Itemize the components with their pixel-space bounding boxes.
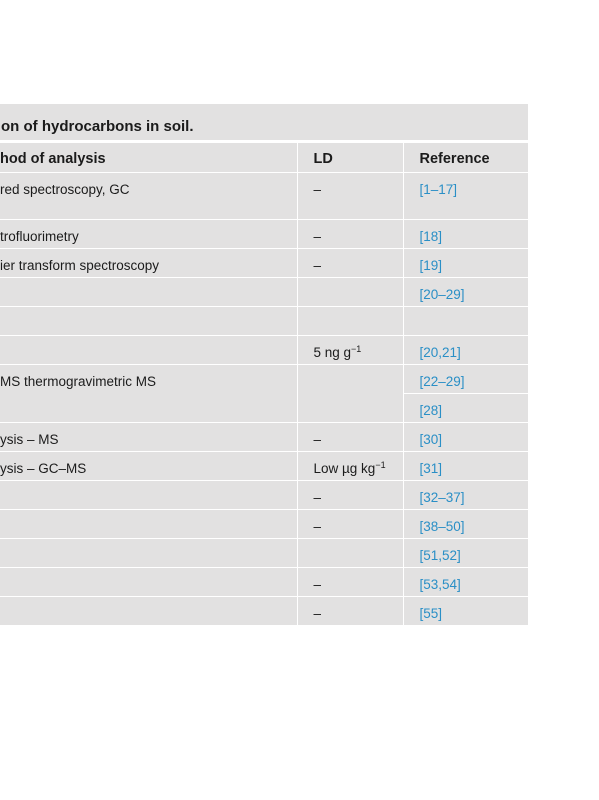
cell-reference-link[interactable]: [18] xyxy=(403,219,528,248)
cell-method xyxy=(0,306,297,335)
table-row xyxy=(0,364,528,422)
cell-reference-link[interactable]: [51,52] xyxy=(403,538,528,567)
table-row xyxy=(0,596,528,625)
data-table xyxy=(0,143,528,625)
cell-method xyxy=(0,596,297,625)
ld-value: 5 ng g xyxy=(313,344,352,360)
table-row xyxy=(0,277,528,306)
table-row xyxy=(0,451,528,480)
table-container xyxy=(0,104,528,625)
header-method: hod of analysis xyxy=(0,143,297,172)
cell-ld: – xyxy=(297,422,403,451)
cell-reference-link[interactable]: [22–29] xyxy=(404,365,529,394)
header-ld: LD xyxy=(297,143,403,172)
cell-ld: – xyxy=(297,219,403,248)
cell-ld: – xyxy=(297,248,403,277)
cell-method xyxy=(0,277,297,306)
ld-exponent: −1 xyxy=(375,459,386,470)
cell-ld: – xyxy=(297,509,403,538)
cell-reference-split xyxy=(403,364,528,422)
cell-ld xyxy=(297,335,403,364)
cell-method: MS thermogravimetric MS xyxy=(0,364,297,422)
ld-exponent: −1 xyxy=(351,343,362,354)
cell-ld xyxy=(297,451,403,480)
cell-ld xyxy=(297,306,403,335)
cell-method xyxy=(0,335,297,364)
table-row xyxy=(0,538,528,567)
cell-method: ysis – GC–MS xyxy=(0,451,297,480)
cell-reference-link[interactable]: [19] xyxy=(403,248,528,277)
table-row xyxy=(0,422,528,451)
cell-method: trofluorimetry xyxy=(0,219,297,248)
cell-reference-link[interactable]: [55] xyxy=(403,596,528,625)
table-caption: on of hydrocarbons in soil. xyxy=(0,104,528,143)
cell-method: red spectroscopy, GC xyxy=(0,172,297,219)
cell-reference-link[interactable]: [20–29] xyxy=(403,277,528,306)
cell-ld: – xyxy=(297,596,403,625)
table-row xyxy=(0,219,528,248)
cell-ld xyxy=(297,538,403,567)
cell-ld: – xyxy=(297,480,403,509)
cell-method xyxy=(0,509,297,538)
cell-reference-link[interactable]: [20,21] xyxy=(403,335,528,364)
cell-reference-link[interactable]: [32–37] xyxy=(403,480,528,509)
cell-ld xyxy=(297,277,403,306)
header-reference: Reference xyxy=(403,143,528,172)
cell-ld: – xyxy=(297,172,403,219)
table-row xyxy=(0,335,528,364)
table-row xyxy=(0,172,528,219)
cell-reference-link[interactable]: [53,54] xyxy=(403,567,528,596)
table-row xyxy=(0,248,528,277)
table-header-row xyxy=(0,143,528,172)
cell-ld: – xyxy=(297,567,403,596)
cell-method xyxy=(0,538,297,567)
cell-reference-link[interactable]: [31] xyxy=(403,451,528,480)
table-row xyxy=(0,306,528,335)
cell-ld xyxy=(297,364,403,422)
cell-reference-link[interactable]: [1–17] xyxy=(403,172,528,219)
cell-method xyxy=(0,567,297,596)
ld-value: Low µg kg xyxy=(313,460,376,476)
cell-reference-link[interactable]: [30] xyxy=(403,422,528,451)
table-row xyxy=(0,480,528,509)
cell-reference-link[interactable] xyxy=(403,306,528,335)
cell-method xyxy=(0,480,297,509)
table-row xyxy=(0,509,528,538)
cell-reference-link[interactable]: [28] xyxy=(419,402,443,418)
cell-method: ier transform spectroscopy xyxy=(0,248,297,277)
table-row xyxy=(0,567,528,596)
cell-method: ysis – MS xyxy=(0,422,297,451)
cell-reference-link[interactable]: [38–50] xyxy=(403,509,528,538)
